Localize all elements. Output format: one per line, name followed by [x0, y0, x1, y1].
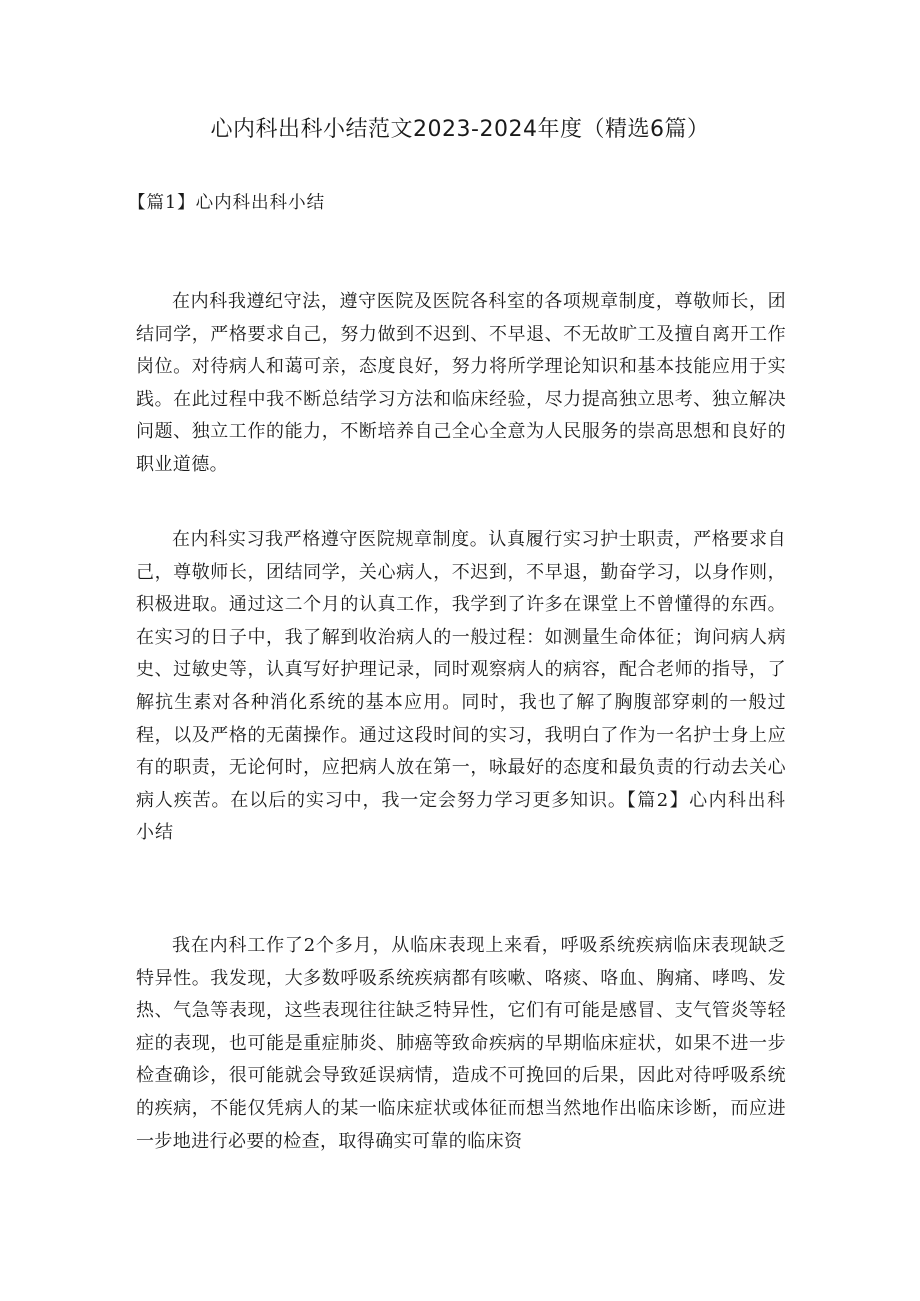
document-title: 心内科出科小结范文2023-2024年度（精选6篇） [210, 117, 710, 142]
paragraph-1: 在内科我遵纪守法，遵守医院及医院各科室的各项规章制度，尊敬师长，团结同学，严格要求自己，努力做到不迟到、不早退、不无故旷工及擅自离开工作岗位。对待病人和蔼可亲，态度良好，努力将所学理论知识和基本技能应用于实践。在此过程中我不断总结学习方法和临床经验，尽力提高独立思考、独立解决问题、独立工作的能力，不断培养自己全心全意为人民服务的崇高思想和良好的职业道德。 [136, 291, 786, 475]
paragraph-2 [136, 524, 786, 850]
paragraph-3: 我在内科工作了2个多月，从临床表现上来看，呼吸系统疾病临床表现缺乏特异性。我发现，大多数呼吸系统疾病都有咳嗽、咯痰、咯血、胸痛、哮鸣、发热、气急等表现，这些表现往往缺乏特异性，它们有可能是感冒、支气管炎等轻症的表现，也可能是重症肺炎、肺癌等致命疾病的早期临床症状，如果不进一步检查确诊，很可能就会导致延误病情，造成不可挽回的后果，因此对待呼吸系统的疾病，不能仅凭病人的某一临床症状或体征而想当然地作出临床诊断，而应进一步地进行必要的检查，取得确实可靠的临床资 [136, 935, 786, 1152]
paragraph-2-text: 在内科实习我严格遵守医院规章制度。认真履行实习护士职责，严格要求自己，尊敬师长，团结同学，关心病人，不迟到，不早退，勤奋学习，以身作则，积极进取。通过这二个月的认真工作，我学到了许多在课堂上不曾懂得的东西。在实习的日子中，我了解到收治病人的一般过程：如测量生命体征；询问病人病史、过敏史等，认真写好护理记录，同时观察病人的病容，配合老师的指导，了解抗生素对各种消化系统的基本应用。同时，我也了解了胸腹部穿刺的一般过程，以及严格的无菌操作。通过这段时间的实习，我明白了作为一名护士身上应有的职责，无论何时，应把病人放在第一，咏最好的态度和最负责的行动去关心病人疾苦。在以后的实习中，我一定会努力学习更多知识。 [136, 529, 786, 811]
section-1-heading: 【篇1】心内科出科小结 [128, 193, 326, 213]
section-2-heading: 【篇2】心内科出科小结 [136, 789, 786, 844]
